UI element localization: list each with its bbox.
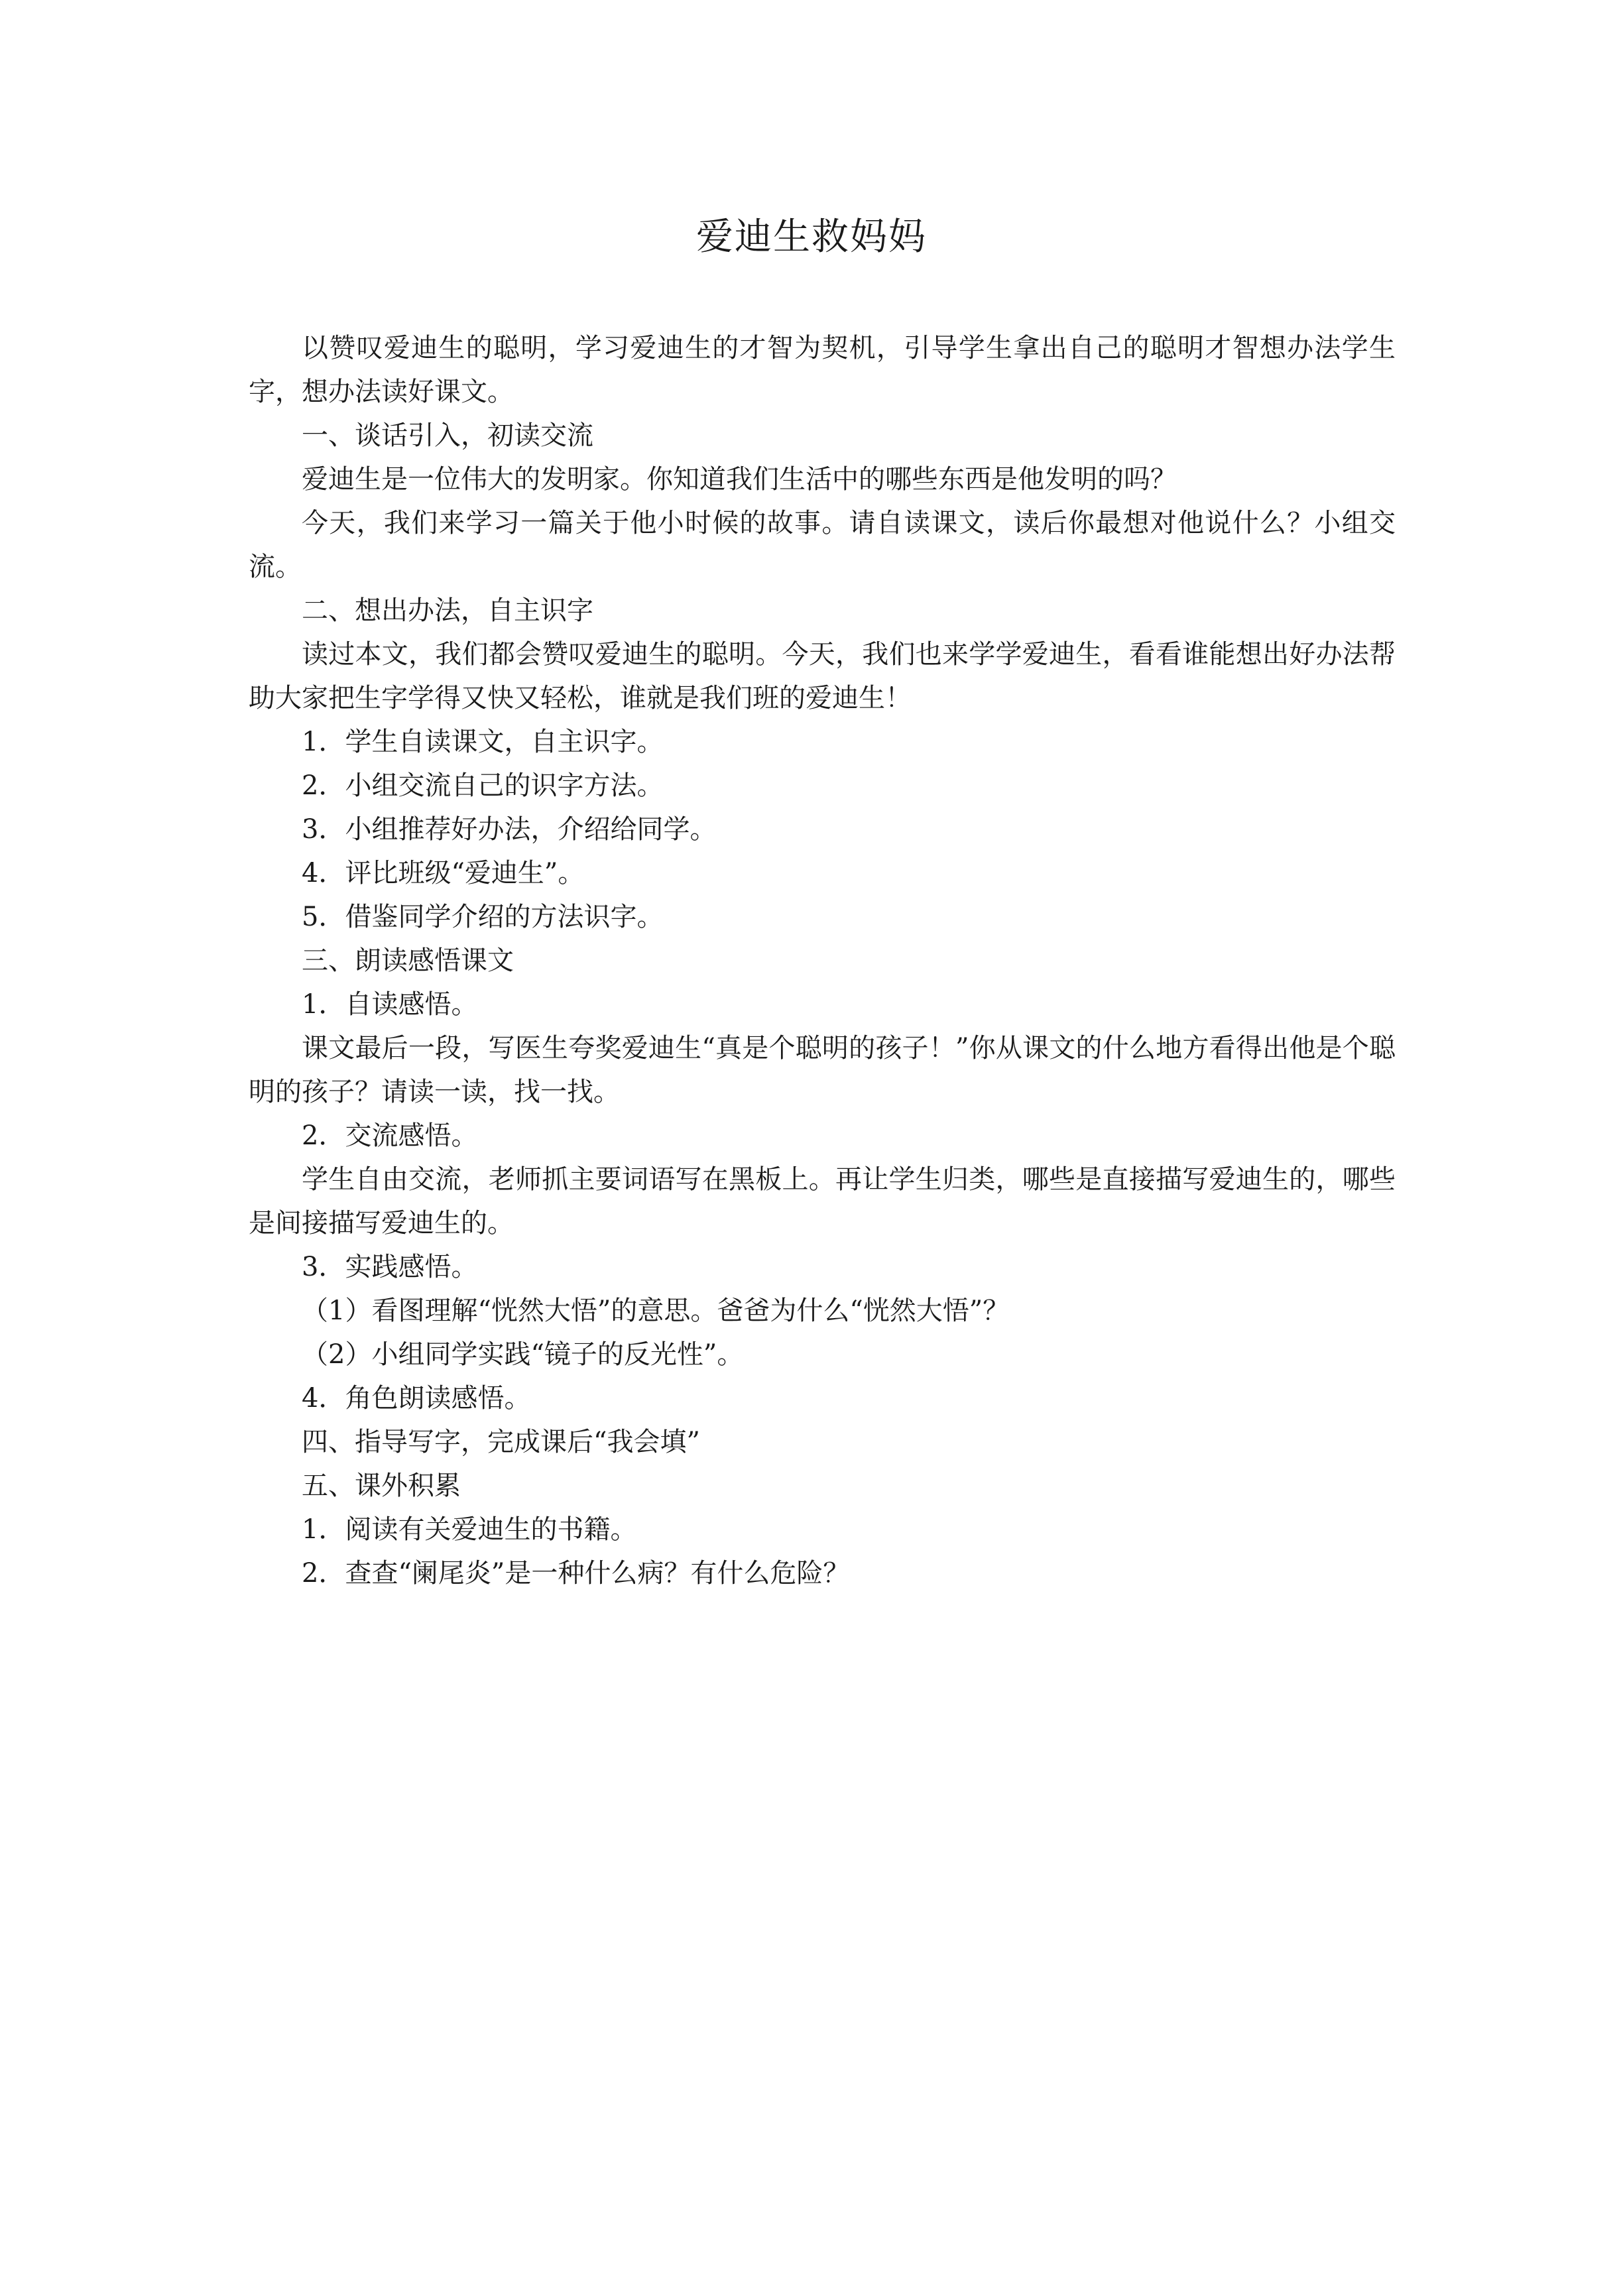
section-heading: 三、朗读感悟课文 bbox=[302, 945, 514, 976]
list-item: 2．小组交流自己的识字方法。 bbox=[302, 770, 664, 801]
paragraph: 课文最后一段，写医生夸奖爱迪生“真是个聪明的孩子！”你从课文的什么地方看得出他是个聪明的孩子？请读一读，找一找。 bbox=[249, 1033, 1396, 1107]
list-item: 2．交流感悟。 bbox=[302, 1120, 478, 1151]
list-item: 4．评比班级“爱迪生”。 bbox=[302, 858, 585, 888]
section-heading: 四、指导写字，完成课后“我会填” bbox=[302, 1427, 700, 1457]
paragraph: 以赞叹爱迪生的聪明，学习爱迪生的才智为契机，引导学生拿出自己的聪明才智想办法学生字，想办法读好课文。 bbox=[249, 333, 1396, 407]
paragraph: 学生自由交流，老师抓主要词语写在黑板上。再让学生归类，哪些是直接描写爱迪生的，哪些是间接描写爱迪生的。 bbox=[249, 1164, 1396, 1239]
list-item: 3．小组推荐好办法，介绍给同学。 bbox=[302, 814, 717, 845]
paragraph: 爱迪生是一位伟大的发明家。你知道我们生活中的哪些东西是他发明的吗？ bbox=[302, 464, 1177, 495]
section-heading: 一、谈话引入，初读交流 bbox=[302, 420, 593, 451]
section-heading: 五、课外积累 bbox=[302, 1471, 461, 1501]
list-item: 2．查查“阑尾炎”是一种什么病？有什么危险？ bbox=[302, 1558, 850, 1589]
document-body bbox=[249, 326, 1396, 1595]
paragraph: 今天，我们来学习一篇关于他小时候的故事。请自读课文，读后你最想对他说什么？小组交流。 bbox=[249, 508, 1396, 582]
list-item: 1．阅读有关爱迪生的书籍。 bbox=[302, 1514, 637, 1545]
list-item: 1．学生自读课文，自主识字。 bbox=[302, 727, 664, 757]
sub-list-item: （2）小组同学实践“镜子的反光性”。 bbox=[302, 1339, 744, 1370]
paragraph: 读过本文，我们都会赞叹爱迪生的聪明。今天，我们也来学学爱迪生，看看谁能想出好办法帮助大家把生字学得又快又轻松，谁就是我们班的爱迪生！ bbox=[249, 639, 1396, 713]
section-heading: 二、想出办法，自主识字 bbox=[302, 595, 593, 626]
list-item: 5．借鉴同学介绍的方法识字。 bbox=[302, 902, 664, 932]
list-item: 1．自读感悟。 bbox=[302, 989, 478, 1020]
list-item: 3．实践感悟。 bbox=[302, 1252, 478, 1282]
list-item: 4．角色朗读感悟。 bbox=[302, 1383, 531, 1414]
document-title: 爱迪生救妈妈 bbox=[696, 215, 927, 259]
sub-list-item: （1）看图理解“恍然大悟”的意思。爸爸为什么“恍然大悟”？ bbox=[302, 1296, 1010, 1326]
